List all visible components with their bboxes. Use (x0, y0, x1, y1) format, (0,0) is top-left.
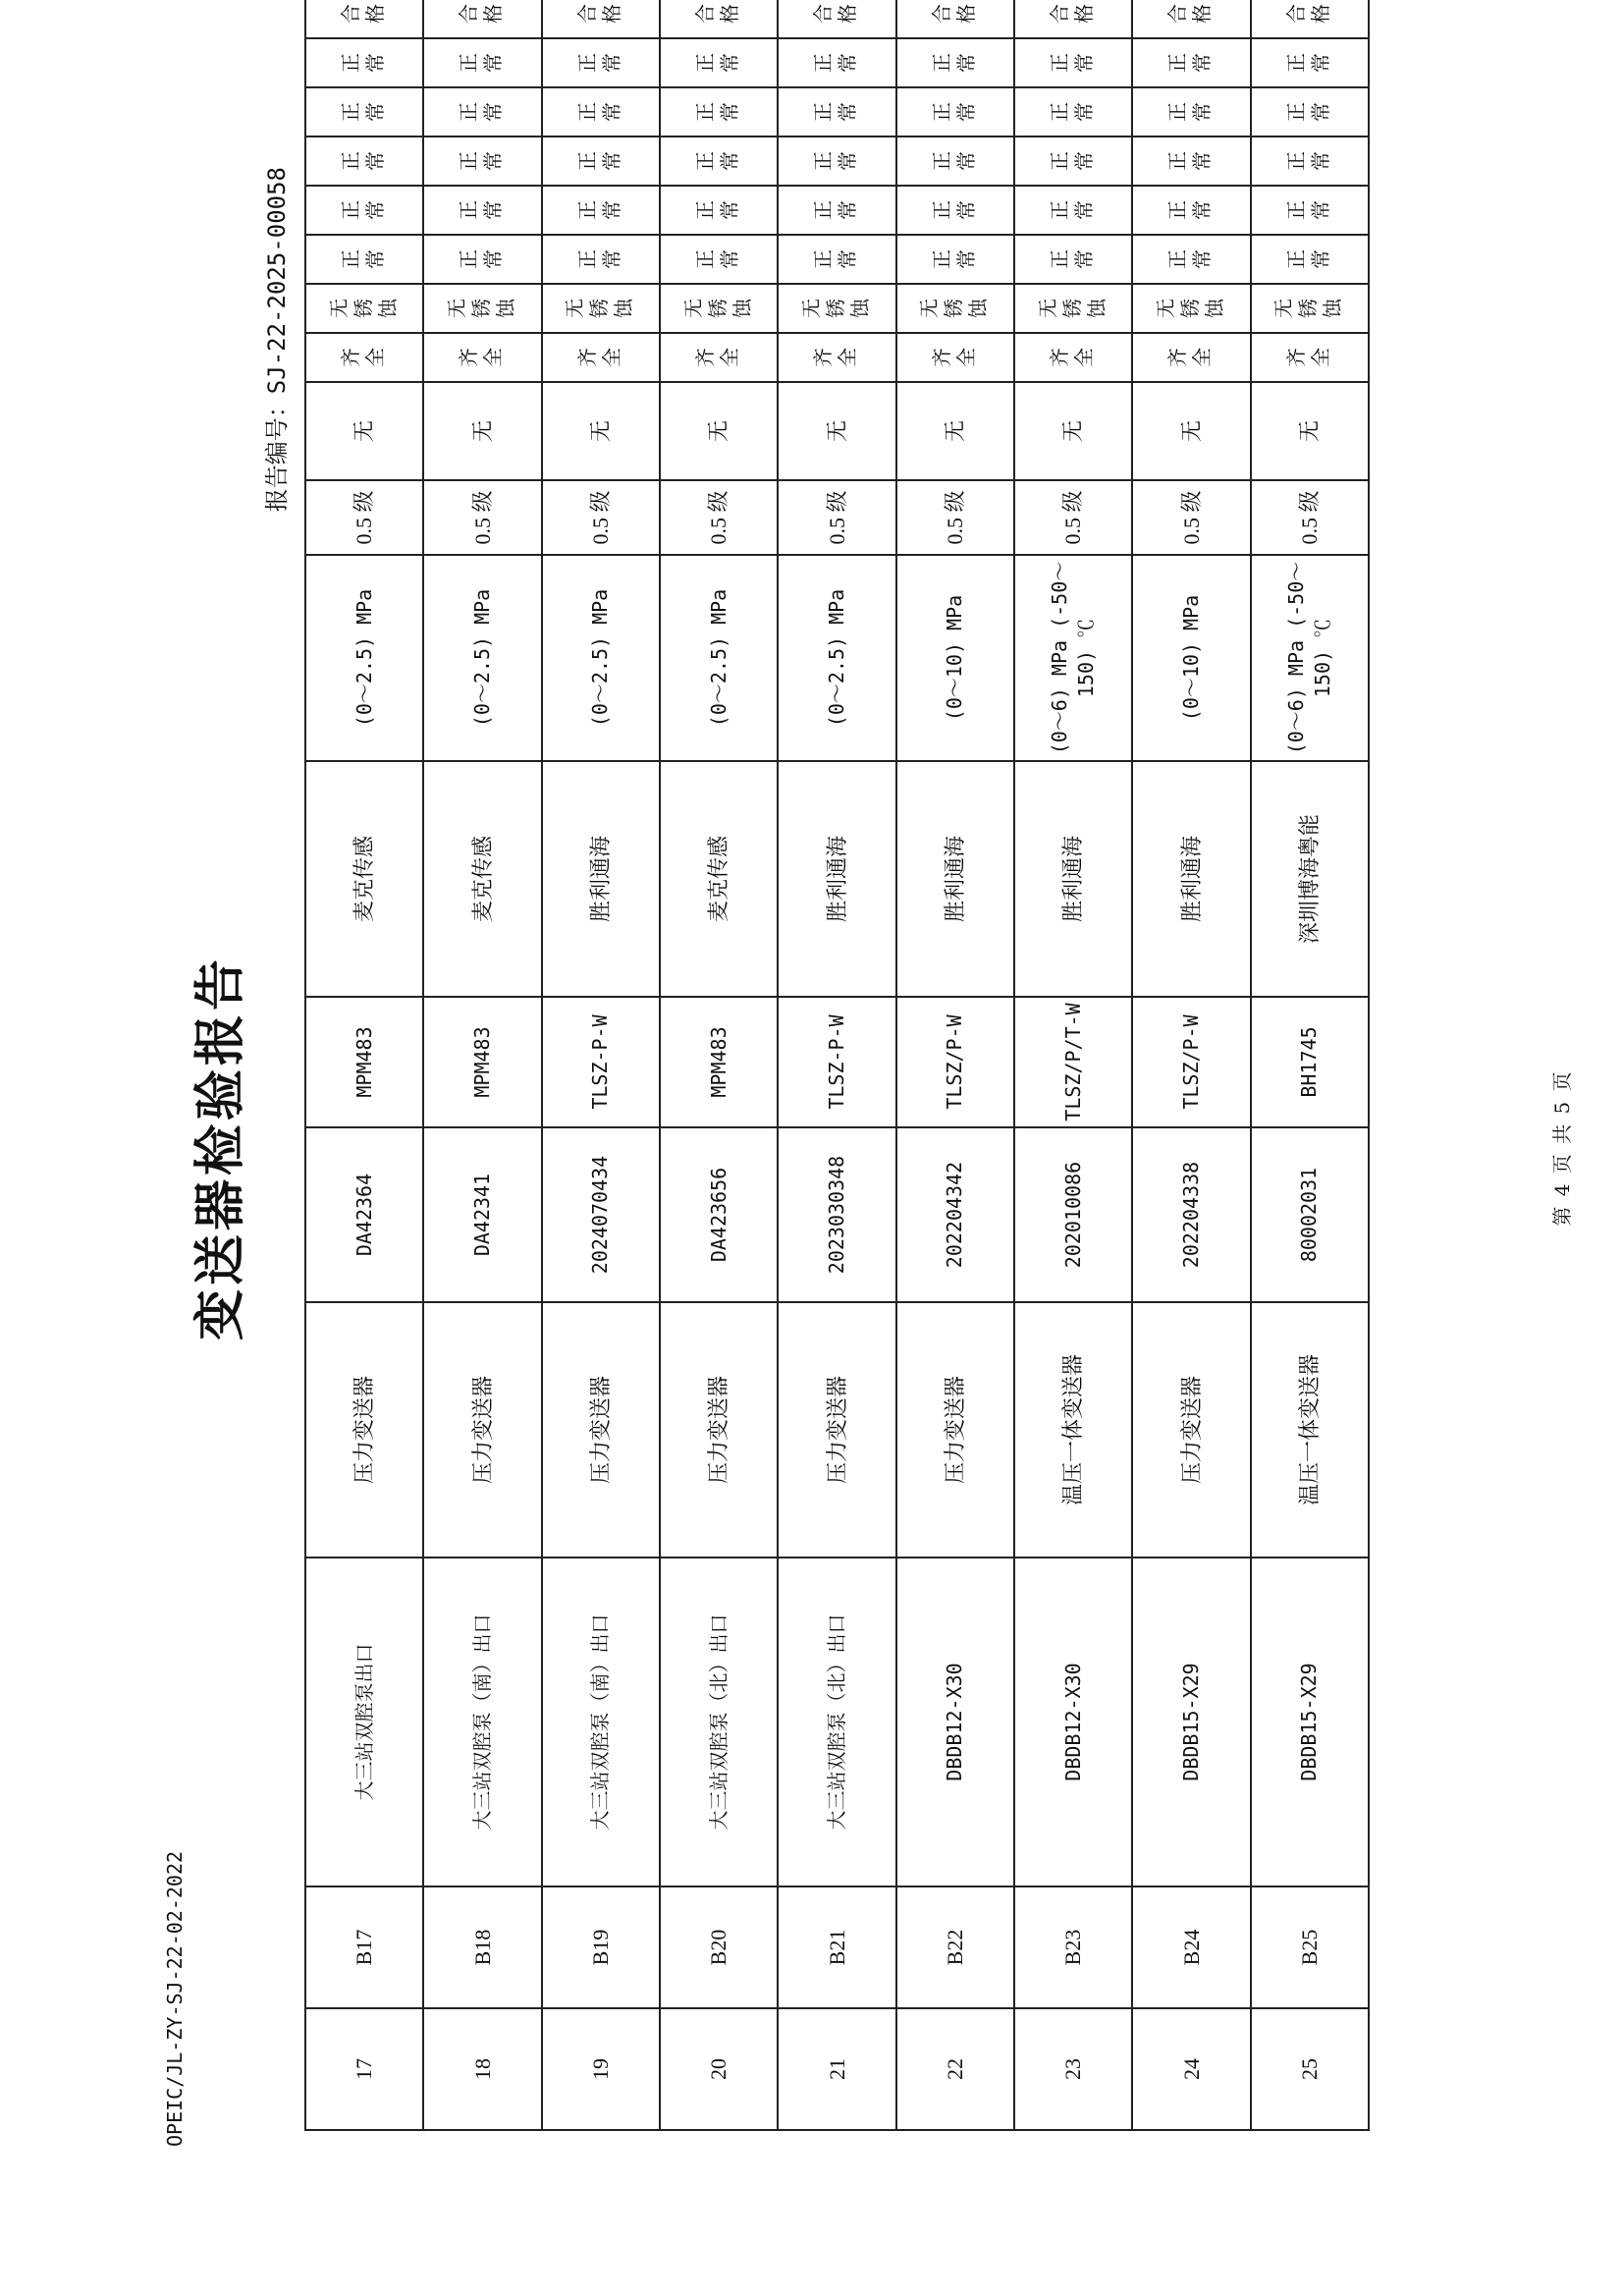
manufacturer: 麦克传感 (305, 761, 423, 997)
accuracy-class: 0.5 级 (1251, 480, 1369, 555)
check-4: 正 常 (423, 87, 541, 137)
accuracy-class: 0.5 级 (542, 480, 660, 555)
check-1: 正 常 (896, 235, 1014, 284)
check-4: 正 常 (542, 87, 660, 137)
check-5: 正 常 (660, 38, 778, 87)
manufacturer: 深圳博海粤能 (1251, 761, 1369, 997)
rust-check: 无 锈 蚀 (660, 284, 778, 333)
model-number: TLSZ-P-W (542, 997, 660, 1127)
table-body (305, 0, 1369, 2130)
result: 合 格 (423, 0, 541, 38)
rust-check: 无 锈 蚀 (542, 284, 660, 333)
measure-range: (0～6) MPa (-50～150) ℃ (1251, 555, 1369, 761)
measure-range: (0～2.5) MPa (305, 555, 423, 761)
check-1: 正 常 (1251, 235, 1369, 284)
check-5: 正 常 (896, 38, 1014, 87)
table-row (1132, 0, 1250, 2130)
check-1: 正 常 (542, 235, 660, 284)
model-number: MPM483 (660, 997, 778, 1127)
completeness-check: 齐 全 (896, 333, 1014, 382)
check-2: 正 常 (1251, 186, 1369, 235)
check-1: 正 常 (660, 235, 778, 284)
device-type: 压力变送器 (896, 1302, 1014, 1558)
measure-range: (0～2.5) MPa (423, 555, 541, 761)
row-number: 19 (542, 2008, 660, 2130)
accuracy-class: 0.5 级 (896, 480, 1014, 555)
check-3: 正 常 (1132, 137, 1250, 186)
row-number: 21 (778, 2008, 895, 2130)
table-row (1251, 0, 1369, 2130)
completeness-check: 齐 全 (1014, 333, 1132, 382)
manufacturer: 胜利通海 (778, 761, 895, 997)
model-number: MPM483 (305, 997, 423, 1127)
rust-check: 无 锈 蚀 (305, 284, 423, 333)
device-id: B24 (1132, 1886, 1250, 2008)
install-location: 大三站双腔泵出口 (305, 1558, 423, 1886)
device-id: B17 (305, 1886, 423, 2008)
manufacturer: 胜利通海 (896, 761, 1014, 997)
measure-range: (0～10) MPa (896, 555, 1014, 761)
serial-number: DA42364 (305, 1127, 423, 1302)
serial-number: 2024070434 (542, 1127, 660, 1302)
damage-check: 无 (778, 382, 895, 480)
device-id: B23 (1014, 1886, 1132, 2008)
measure-range: (0～6) MPa (-50～150) ℃ (1014, 555, 1132, 761)
table-row (423, 0, 541, 2130)
completeness-check: 齐 全 (305, 333, 423, 382)
device-type: 温压一体变送器 (1251, 1302, 1369, 1558)
result: 合 格 (1251, 0, 1369, 38)
check-3: 正 常 (778, 137, 895, 186)
measure-range: (0～2.5) MPa (542, 555, 660, 761)
check-5: 正 常 (423, 38, 541, 87)
accuracy-class: 0.5 级 (660, 480, 778, 555)
check-3: 正 常 (1014, 137, 1132, 186)
model-number: MPM483 (423, 997, 541, 1127)
serial-number: DA423656 (660, 1127, 778, 1302)
result: 合 格 (542, 0, 660, 38)
completeness-check: 齐 全 (542, 333, 660, 382)
row-number: 20 (660, 2008, 778, 2130)
check-1: 正 常 (305, 235, 423, 284)
check-2: 正 常 (305, 186, 423, 235)
model-number: TLSZ-P-W (778, 997, 895, 1127)
row-number: 25 (1251, 2008, 1369, 2130)
result: 合 格 (1014, 0, 1132, 38)
damage-check: 无 (896, 382, 1014, 480)
serial-number: 202204342 (896, 1127, 1014, 1302)
check-4: 正 常 (660, 87, 778, 137)
device-id: B18 (423, 1886, 541, 2008)
device-type: 压力变送器 (542, 1302, 660, 1558)
row-number: 18 (423, 2008, 541, 2130)
result: 合 格 (305, 0, 423, 38)
accuracy-class: 0.5 级 (1132, 480, 1250, 555)
check-4: 正 常 (1251, 87, 1369, 137)
check-5: 正 常 (778, 38, 895, 87)
accuracy-class: 0.5 级 (778, 480, 895, 555)
rust-check: 无 锈 蚀 (896, 284, 1014, 333)
install-location: DBDB12-X30 (1014, 1558, 1132, 1886)
install-location: 大三站双腔泵（南）出口 (423, 1558, 541, 1886)
manufacturer: 胜利通海 (1014, 761, 1132, 997)
accuracy-class: 0.5 级 (1014, 480, 1132, 555)
check-4: 正 常 (305, 87, 423, 137)
check-1: 正 常 (778, 235, 895, 284)
check-5: 正 常 (1014, 38, 1132, 87)
device-type: 压力变送器 (778, 1302, 895, 1558)
check-2: 正 常 (1132, 186, 1250, 235)
table-row (1014, 0, 1132, 2130)
damage-check: 无 (423, 382, 541, 480)
rust-check: 无 锈 蚀 (423, 284, 541, 333)
completeness-check: 齐 全 (1132, 333, 1250, 382)
check-3: 正 常 (423, 137, 541, 186)
check-3: 正 常 (305, 137, 423, 186)
measure-range: (0～2.5) MPa (778, 555, 895, 761)
damage-check: 无 (1014, 382, 1132, 480)
result: 合 格 (778, 0, 895, 38)
inspection-table (304, 0, 1370, 2131)
serial-number: 80002031 (1251, 1127, 1369, 1302)
rust-check: 无 锈 蚀 (1132, 284, 1250, 333)
page-title: 变送器检验报告 (191, 956, 250, 1341)
table-row (896, 0, 1014, 2130)
device-id: B19 (542, 1886, 660, 2008)
check-2: 正 常 (778, 186, 895, 235)
page-number: 第 4 页 共 5 页 (1550, 1069, 1574, 1227)
manufacturer: 胜利通海 (542, 761, 660, 997)
check-3: 正 常 (1251, 137, 1369, 186)
device-type: 压力变送器 (423, 1302, 541, 1558)
check-2: 正 常 (1014, 186, 1132, 235)
manufacturer: 麦克传感 (423, 761, 541, 997)
device-id: B21 (778, 1886, 895, 2008)
check-2: 正 常 (542, 186, 660, 235)
check-4: 正 常 (896, 87, 1014, 137)
check-3: 正 常 (660, 137, 778, 186)
row-number: 24 (1132, 2008, 1250, 2130)
install-location: 大三站双腔泵（北）出口 (778, 1558, 895, 1886)
row-number: 17 (305, 2008, 423, 2130)
report-number: 报告编号：SJ-22-2025-00058 (263, 167, 291, 513)
device-id: B25 (1251, 1886, 1369, 2008)
completeness-check: 齐 全 (660, 333, 778, 382)
measure-range: (0～2.5) MPa (660, 555, 778, 761)
model-number: BH1745 (1251, 997, 1369, 1127)
install-location: DBDB15-X29 (1251, 1558, 1369, 1886)
check-4: 正 常 (778, 87, 895, 137)
install-location: DBDB15-X29 (1132, 1558, 1250, 1886)
table-row (660, 0, 778, 2130)
damage-check: 无 (1132, 382, 1250, 480)
check-1: 正 常 (1014, 235, 1132, 284)
install-location: 大三站双腔泵（北）出口 (660, 1558, 778, 1886)
manufacturer: 麦克传感 (660, 761, 778, 997)
check-2: 正 常 (896, 186, 1014, 235)
rust-check: 无 锈 蚀 (778, 284, 895, 333)
table-row (778, 0, 895, 2130)
check-4: 正 常 (1014, 87, 1132, 137)
table-row (542, 0, 660, 2130)
damage-check: 无 (305, 382, 423, 480)
row-number: 22 (896, 2008, 1014, 2130)
device-type: 压力变送器 (660, 1302, 778, 1558)
check-5: 正 常 (1132, 38, 1250, 87)
device-type: 压力变送器 (305, 1302, 423, 1558)
serial-number: DA42341 (423, 1127, 541, 1302)
device-type: 压力变送器 (1132, 1302, 1250, 1558)
model-number: TLSZ/P-W (896, 997, 1014, 1127)
device-id: B20 (660, 1886, 778, 2008)
serial-number: 2023030348 (778, 1127, 895, 1302)
completeness-check: 齐 全 (1251, 333, 1369, 382)
accuracy-class: 0.5 级 (305, 480, 423, 555)
check-3: 正 常 (896, 137, 1014, 186)
check-1: 正 常 (423, 235, 541, 284)
table-row (305, 0, 423, 2130)
completeness-check: 齐 全 (423, 333, 541, 382)
damage-check: 无 (1251, 382, 1369, 480)
damage-check: 无 (660, 382, 778, 480)
result: 合 格 (896, 0, 1014, 38)
measure-range: (0～10) MPa (1132, 555, 1250, 761)
result: 合 格 (1132, 0, 1250, 38)
device-type: 温压一体变送器 (1014, 1302, 1132, 1558)
serial-number: 202204338 (1132, 1127, 1250, 1302)
check-5: 正 常 (1251, 38, 1369, 87)
device-id: B22 (896, 1886, 1014, 2008)
row-number: 23 (1014, 2008, 1132, 2130)
rust-check: 无 锈 蚀 (1014, 284, 1132, 333)
model-number: TLSZ/P/T-W (1014, 997, 1132, 1127)
check-5: 正 常 (305, 38, 423, 87)
accuracy-class: 0.5 级 (423, 480, 541, 555)
check-3: 正 常 (542, 137, 660, 186)
result: 合 格 (660, 0, 778, 38)
damage-check: 无 (542, 382, 660, 480)
check-2: 正 常 (423, 186, 541, 235)
check-1: 正 常 (1132, 235, 1250, 284)
serial-number: 202010086 (1014, 1127, 1132, 1302)
completeness-check: 齐 全 (778, 333, 895, 382)
rust-check: 无 锈 蚀 (1251, 284, 1369, 333)
check-4: 正 常 (1132, 87, 1250, 137)
check-5: 正 常 (542, 38, 660, 87)
form-code: OPEIC/JL-ZY-SJ-22-02-2022 (163, 1850, 187, 2147)
install-location: 大三站双腔泵（南）出口 (542, 1558, 660, 1886)
check-2: 正 常 (660, 186, 778, 235)
manufacturer: 胜利通海 (1132, 761, 1250, 997)
install-location: DBDB12-X30 (896, 1558, 1014, 1886)
model-number: TLSZ/P-W (1132, 997, 1250, 1127)
